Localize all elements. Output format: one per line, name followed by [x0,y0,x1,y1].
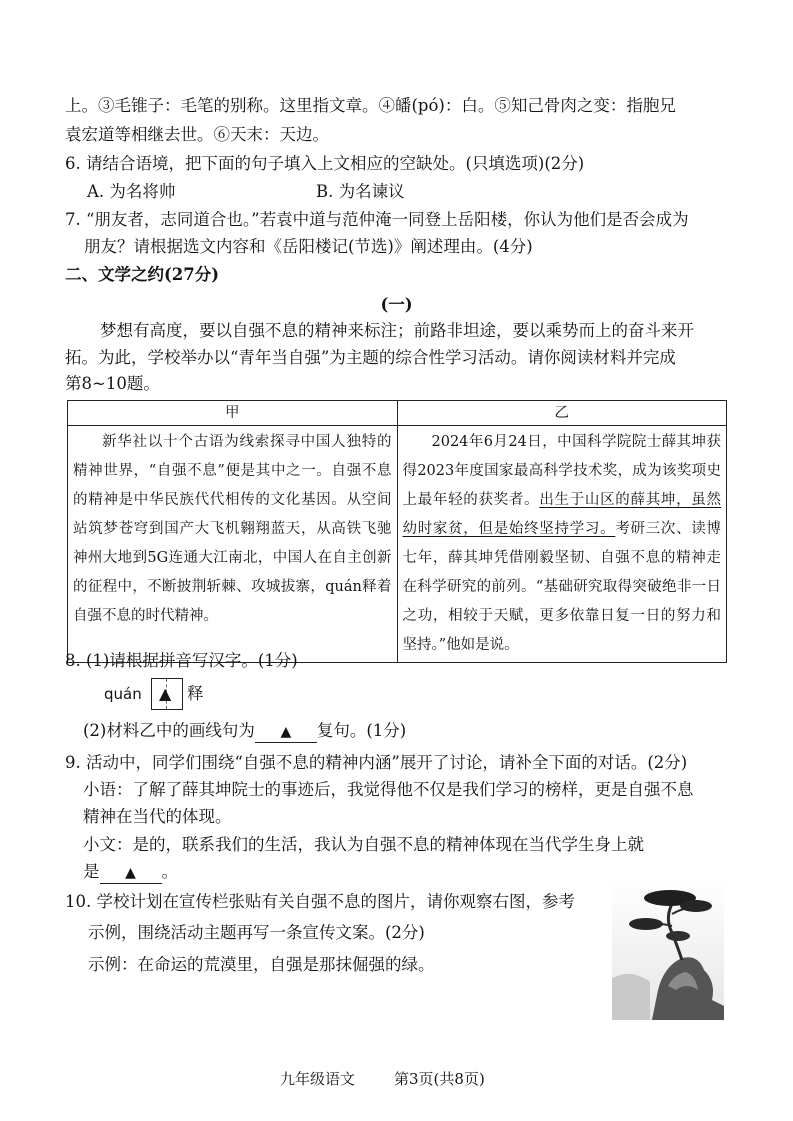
question-7-line-2: 朋友？请根据选文内容和《岳阳楼记(节选)》阐述理由。(4分) [84,237,533,256]
pine-on-cliff-image [612,878,724,1020]
material-yi-cell [397,426,727,663]
question-10-line-2: 示例，围绕活动主题再写一条宣传文案。(2分) [88,923,425,942]
notes-line-1: 上。③毛锥子：毛笔的别称。这里指文章。④皤(pó)：白。⑤知己骨肉之变：指胞兄 [65,96,676,115]
intro-line-3: 第8~10题。 [65,374,160,393]
material-yi-text-after: 考研三次、读博七年，薛其坤凭借刚毅坚韧、自强不息的精神走在科学研究的前列。“基础研究取得突破绝非一日之功，相较于天赋，更多依靠日复一日的努力和坚持。”他如是说。 [402,521,722,653]
question-6-option-a: A. 为名将帅 [87,182,176,201]
pine-canopy-left [629,918,663,930]
question-9-stem: 9. 活动中，同学们围绕“自强不息的精神内涵”展开了讨论，请补全下面的对话。(2分) [65,753,688,772]
question-8-character-after: 释 [187,684,204,703]
answer-triangle-marker: ▲ [280,724,292,740]
material-yi-text-before: 2024年6月24日，中国科学院院士薛其坤获得2023年度国家最高科学技术奖，成为该奖项史上最年轻的获奖者。 [402,434,721,508]
material-yi-underlined-sentence: 出生于山区的薛其坤，虽然幼时家贫，但是始终坚持学习。 [402,492,722,537]
dialogue-xiaowen-line-2 [83,860,178,884]
question-8-part-2-after: 复句。(1分) [316,721,407,740]
materials-table [67,400,727,663]
notes-line-2: 袁宏道等相继去世。⑥天末：天边。 [65,125,329,144]
question-6-option-b: B. 为名谏议 [316,182,405,201]
question-10-line-1: 10. 学校计划在宣传栏张贴有关自强不息的图片，请你观察右图，参考 [65,892,575,911]
character-writing-box[interactable] [151,678,183,710]
footer-subject: 九年级语文 [280,1070,356,1088]
intro-line-1: 梦想有高度，要以自强不息的精神来标注；前路非坦途，要以乘势而上的奋斗来开 [100,321,694,340]
material-jia-header: 甲 [68,401,398,426]
answer-blank[interactable] [255,721,317,743]
question-7-line-1: 7. “朋友者，志同道合也。”若袁中道与范仲淹一同登上岳阳楼，你认为他们是否会成为 [65,210,689,229]
material-yi-text [403,428,722,660]
question-8-part-2 [83,719,406,743]
dialogue-xiaoyu-line-1: 小语：了解了薛其坤院士的事迹后，我觉得他不仅是我们学习的榜样，更是自强不息 [83,780,694,799]
dialogue-xiaoyu-line-2: 精神在当代的体现。 [83,807,232,826]
pine-canopy-lower [666,931,690,941]
dialogue-xiaowen-line-1: 小文：是的，联系我们的生活，我认为自强不息的精神体现在当代学生身上就 [83,835,644,854]
distant-rocks [612,974,650,1020]
question-8-pinyin: quán [104,685,142,703]
dialogue-xiaowen-before: 是 [83,862,100,881]
dialogue-xiaowen-after: 。 [161,862,178,881]
answer-blank[interactable] [100,862,162,884]
answer-triangle-marker: ▲ [159,684,172,703]
answer-triangle-marker: ▲ [125,865,136,881]
question-10-example: 示例：在命运的荒漠里，自强是那抹倔强的绿。 [88,955,435,974]
section-part-title: (一) [380,295,413,314]
footer-page-number: 第3页(共8页) [394,1070,485,1088]
material-jia-text: 新华社以十个古语为线索探寻中国人独特的精神世界，“自强不息”便是其中之一。自强不息的精神是中华民族代代相传的文化基因。从空间站筑梦苍穹到国产大飞机翱翔蓝天，从高铁飞驰神州大地到5G连通大江南北，中国人在自主创新的征程中，不断披荆斩棘、攻城拔寨，quán释着自强不息的时代精神。 [73,434,392,624]
material-jia-cell [68,426,398,663]
question-6-stem: 6. 请结合语境，把下面的句子填入上文相应的空缺处。(只填选项)(2分) [65,154,585,173]
material-yi-header: 乙 [397,401,727,426]
question-8-part-2-before: (2)材料乙中的画线句为 [83,721,255,740]
intro-line-2: 拓。为此，学校举办以“青年当自强”为主题的综合性学习活动。请你阅读材料并完成 [65,348,676,367]
pine-canopy-right [680,900,712,912]
section-2-title: 二、文学之约(27分) [65,265,220,284]
question-8-stem: 8. (1)请根据拼音写汉字。(1分) [65,651,298,670]
